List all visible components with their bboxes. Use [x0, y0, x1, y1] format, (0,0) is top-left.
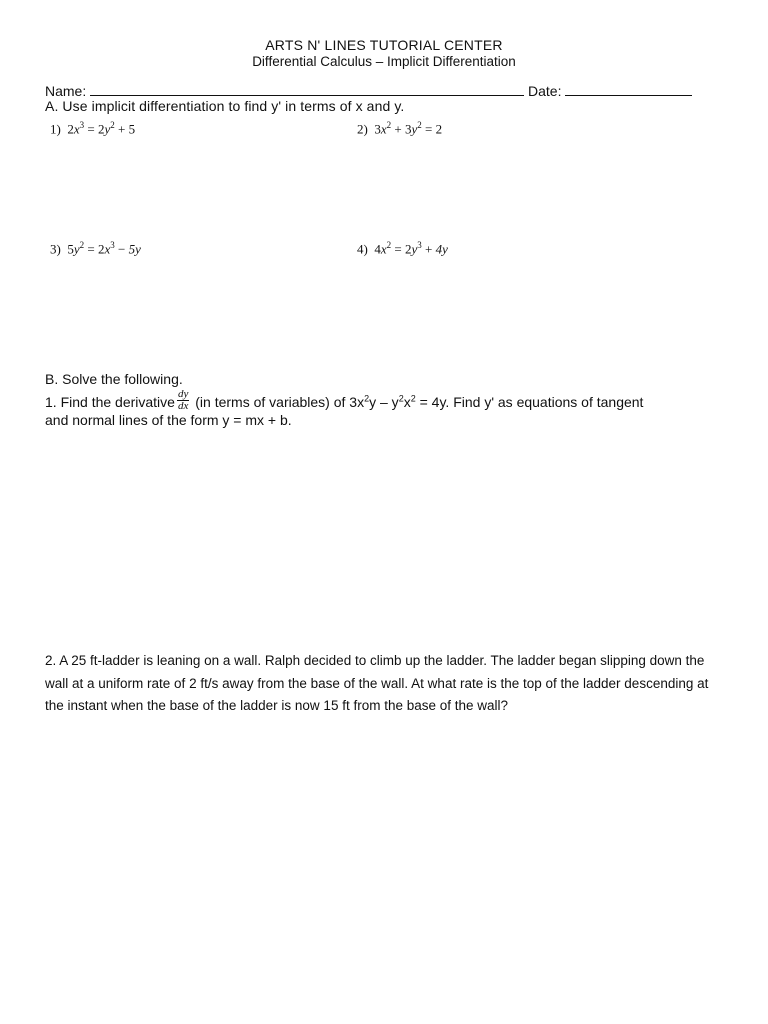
- worksheet-title: ARTS N' LINES TUTORIAL CENTER: [265, 37, 503, 53]
- problem-a1: 1) $2x^3 = 2y^2 + 5$: [50, 120, 136, 137]
- date-blank: [565, 83, 692, 96]
- problem-a3: 3) $5y^2 = 2x^3 - 5y$: [50, 240, 141, 257]
- problem-a2: 2) $3x^2 + 3y^2 = 2$: [357, 120, 443, 137]
- date-label: Date:: [528, 83, 562, 99]
- name-date-line: [45, 83, 692, 99]
- worksheet-subtitle: Differential Calculus – Implicit Differentiation: [252, 54, 516, 69]
- question-b1: 1. Find the derivative $\frac{dy}{dx}$ (in terms of variables) of $3x^2y - y^2x^2 = 4y$. Find y' as equations of tangent: [45, 388, 644, 412]
- problem-a4: 4) $4x^2 = 2y^3 + 4y$: [357, 240, 448, 257]
- name-blank: [90, 83, 524, 96]
- dy-dx-fraction: $\frac{dy}{dx}$: [177, 388, 189, 412]
- section-a-instruction: A. Use implicit differentiation to find y' in terms of x and y.: [45, 98, 405, 114]
- name-label: Name:: [45, 83, 87, 99]
- section-b-heading: B. Solve the following.: [45, 371, 183, 387]
- question-b2: 2. A 25 ft-ladder is leaning on a wall. Ralph decided to climb up the ladder. The ladder began slipping down the wall at a uniform rate of 2 ft/s away from the base of the wall. At what rate is the top of the ladder descending at the instant when the base of the ladder is now 15 ft from the base of the wall?: [45, 653, 709, 713]
- question-b1-continued: and normal lines of the form y = mx + b.: [45, 412, 292, 428]
